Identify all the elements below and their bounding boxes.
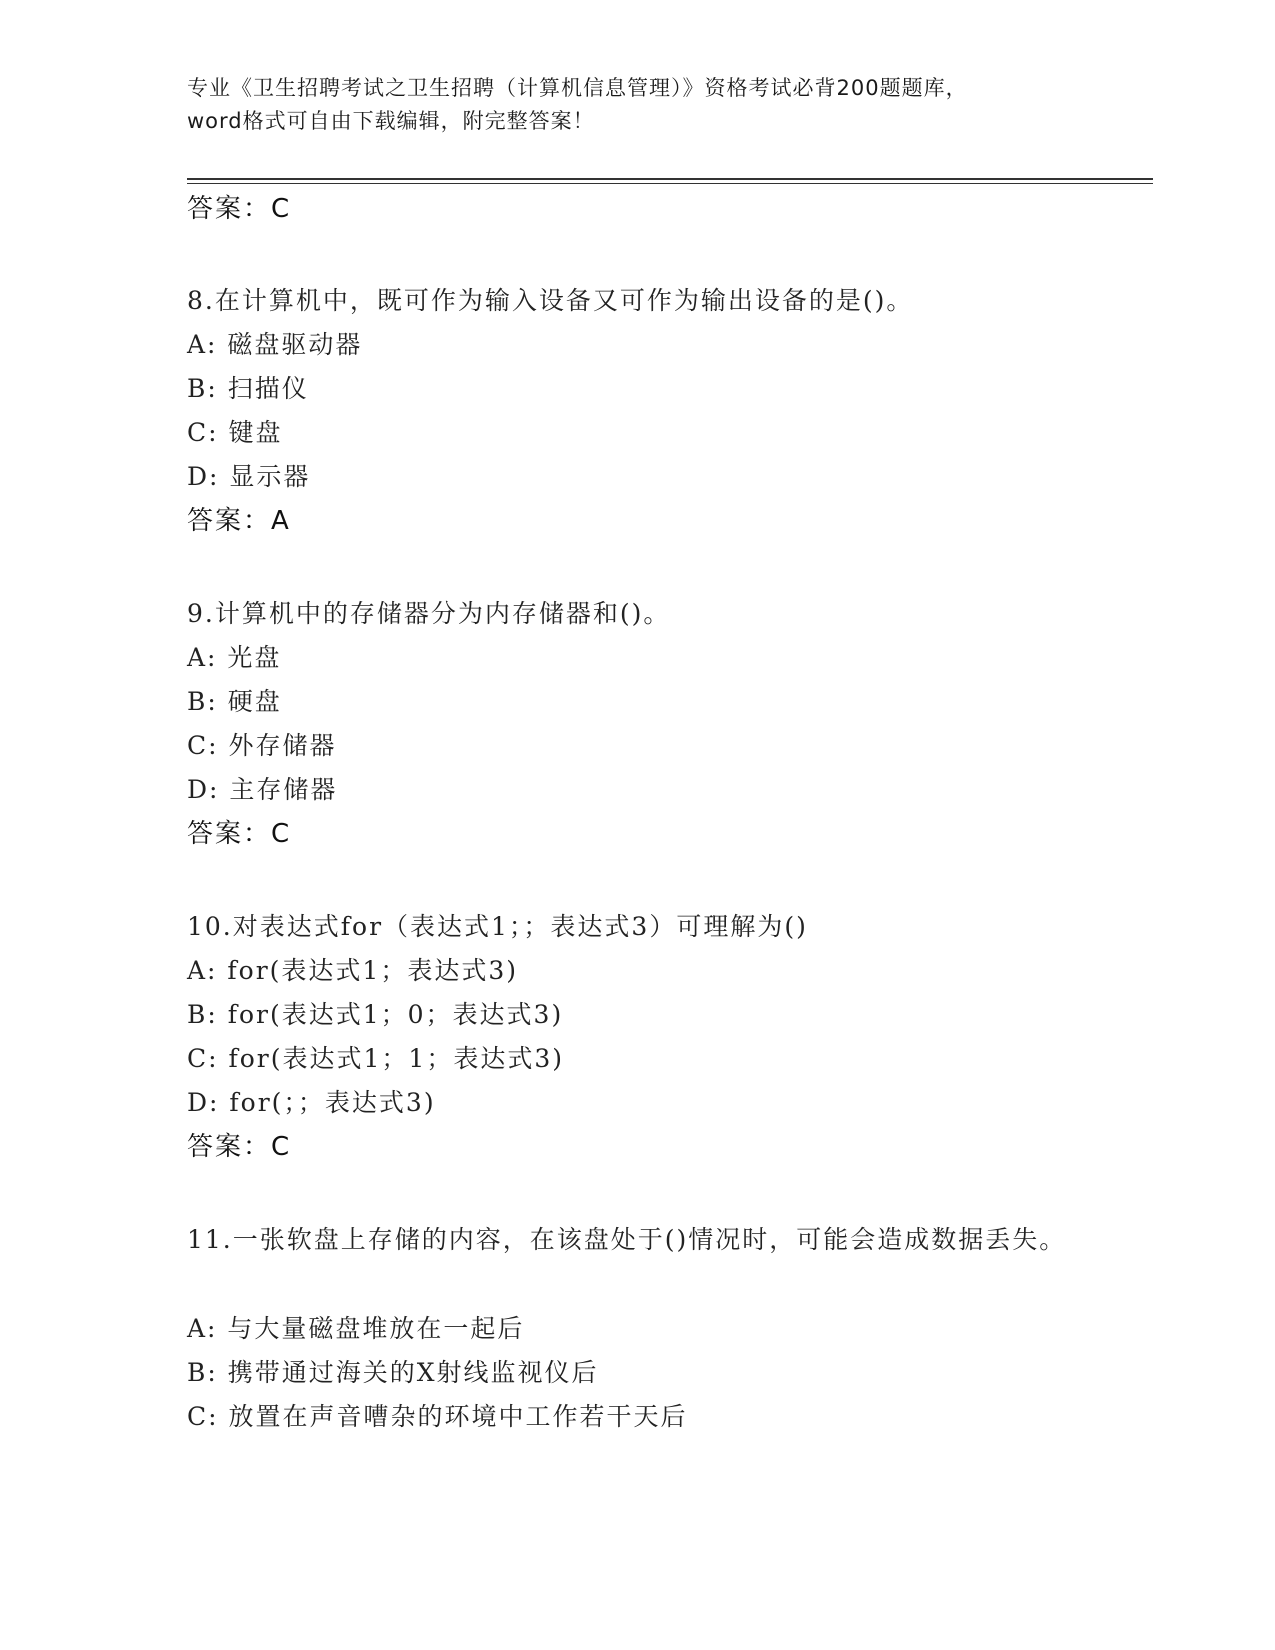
answer-label: 答案：C bbox=[187, 1132, 292, 1162]
option-c: C: 外存储器 bbox=[187, 731, 337, 760]
question-stem: 8.在计算机中，既可作为输入设备又可作为输出设备的是()。 bbox=[187, 286, 914, 315]
option-d: D: for(；；表达式3) bbox=[187, 1088, 436, 1117]
header-divider-thin bbox=[187, 183, 1153, 184]
option-c: C: 放置在声音嘈杂的环境中工作若干天后 bbox=[187, 1402, 688, 1431]
option-b: B: for(表达式1；0；表达式3) bbox=[187, 1000, 564, 1029]
option-a: A: 与大量磁盘堆放在一起后 bbox=[187, 1314, 525, 1343]
question-stem: 10.对表达式for（表达式1；；表达式3）可理解为() bbox=[187, 912, 808, 941]
question-stem: 9.计算机中的存储器分为内存储器和()。 bbox=[187, 599, 671, 628]
document-header-note bbox=[187, 72, 1087, 138]
option-d: D: 显示器 bbox=[187, 462, 311, 491]
header-divider-thick bbox=[187, 178, 1153, 180]
answer-label: 答案：C bbox=[187, 819, 292, 849]
answer-label: 答案：C bbox=[187, 194, 292, 224]
option-a: A: for(表达式1；表达式3) bbox=[187, 956, 518, 985]
option-c: C: for(表达式1；1；表达式3) bbox=[187, 1044, 564, 1073]
option-d: D: 主存储器 bbox=[187, 775, 338, 804]
option-a: A: 磁盘驱动器 bbox=[187, 330, 363, 359]
option-b: B: 携带通过海关的X射线监视仪后 bbox=[187, 1358, 599, 1387]
header-line-1: 专业《卫生招聘考试之卫生招聘（计算机信息管理）》资格考试必背200题题库， bbox=[187, 76, 968, 100]
option-c: C: 键盘 bbox=[187, 418, 283, 447]
answer-label: 答案：A bbox=[187, 506, 291, 536]
option-b: B: 扫描仪 bbox=[187, 374, 309, 403]
option-b: B: 硬盘 bbox=[187, 687, 282, 716]
question-stem: 11.一张软盘上存储的内容，在该盘处于()情况时，可能会造成数据丢失。 bbox=[187, 1225, 1067, 1254]
option-a: A: 光盘 bbox=[187, 643, 282, 672]
header-line-2: word格式可自由下载编辑，附完整答案！ bbox=[187, 109, 595, 133]
